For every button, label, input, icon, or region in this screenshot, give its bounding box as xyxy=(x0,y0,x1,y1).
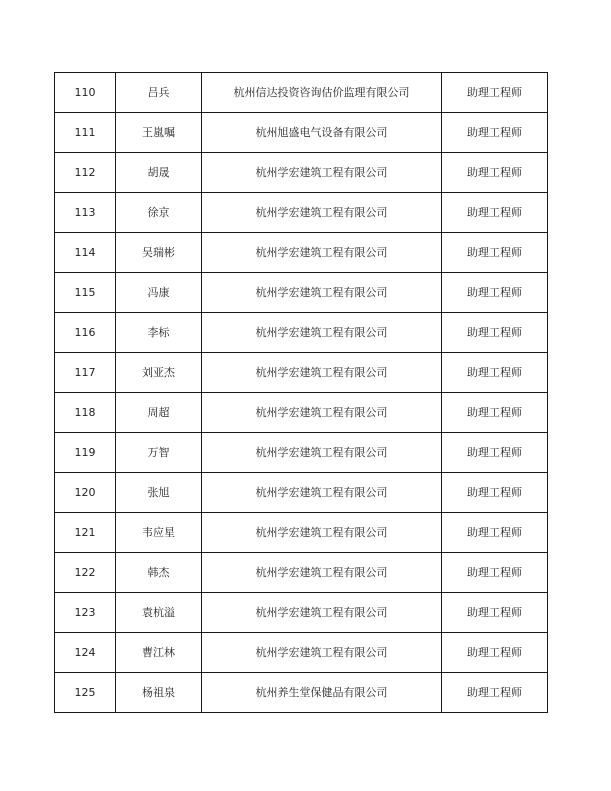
person-name-cell: 李标 xyxy=(116,313,202,353)
table-row xyxy=(55,273,548,313)
company-name-cell: 杭州学宏建筑工程有限公司 xyxy=(202,233,442,273)
table-row xyxy=(55,473,548,513)
person-name-cell: 杨祖泉 xyxy=(116,673,202,713)
company-name-cell: 杭州旭盛电气设备有限公司 xyxy=(202,113,442,153)
job-title-cell: 助理工程师 xyxy=(442,313,548,353)
job-title-cell: 助理工程师 xyxy=(442,73,548,113)
person-name-cell: 张旭 xyxy=(116,473,202,513)
company-name-cell: 杭州学宏建筑工程有限公司 xyxy=(202,273,442,313)
row-number-cell: 119 xyxy=(55,433,116,473)
person-name-cell: 冯康 xyxy=(116,273,202,313)
company-name-cell: 杭州学宏建筑工程有限公司 xyxy=(202,153,442,193)
company-name-cell: 杭州学宏建筑工程有限公司 xyxy=(202,313,442,353)
job-title-cell: 助理工程师 xyxy=(442,433,548,473)
company-name-cell: 杭州学宏建筑工程有限公司 xyxy=(202,593,442,633)
roster-table xyxy=(54,72,548,713)
table-row xyxy=(55,593,548,633)
company-name-cell: 杭州学宏建筑工程有限公司 xyxy=(202,433,442,473)
row-number-cell: 110 xyxy=(55,73,116,113)
job-title-cell: 助理工程师 xyxy=(442,513,548,553)
company-name-cell: 杭州学宏建筑工程有限公司 xyxy=(202,553,442,593)
row-number-cell: 114 xyxy=(55,233,116,273)
roster-table-body xyxy=(55,73,548,713)
job-title-cell: 助理工程师 xyxy=(442,393,548,433)
job-title-cell: 助理工程师 xyxy=(442,353,548,393)
company-name-cell: 杭州信达投资咨询估价监理有限公司 xyxy=(202,73,442,113)
table-row xyxy=(55,313,548,353)
person-name-cell: 胡晟 xyxy=(116,153,202,193)
person-name-cell: 韩杰 xyxy=(116,553,202,593)
row-number-cell: 125 xyxy=(55,673,116,713)
company-name-cell: 杭州学宏建筑工程有限公司 xyxy=(202,633,442,673)
row-number-cell: 117 xyxy=(55,353,116,393)
table-row xyxy=(55,393,548,433)
job-title-cell: 助理工程师 xyxy=(442,113,548,153)
person-name-cell: 万智 xyxy=(116,433,202,473)
table-row xyxy=(55,193,548,233)
person-name-cell: 吴瑞彬 xyxy=(116,233,202,273)
row-number-cell: 118 xyxy=(55,393,116,433)
company-name-cell: 杭州学宏建筑工程有限公司 xyxy=(202,513,442,553)
table-row xyxy=(55,633,548,673)
row-number-cell: 122 xyxy=(55,553,116,593)
job-title-cell: 助理工程师 xyxy=(442,473,548,513)
job-title-cell: 助理工程师 xyxy=(442,233,548,273)
table-row xyxy=(55,73,548,113)
row-number-cell: 121 xyxy=(55,513,116,553)
job-title-cell: 助理工程师 xyxy=(442,193,548,233)
table-row xyxy=(55,233,548,273)
table-row xyxy=(55,673,548,713)
row-number-cell: 116 xyxy=(55,313,116,353)
table-row xyxy=(55,113,548,153)
person-name-cell: 徐京 xyxy=(116,193,202,233)
row-number-cell: 124 xyxy=(55,633,116,673)
table-row xyxy=(55,153,548,193)
table-row xyxy=(55,433,548,473)
company-name-cell: 杭州养生堂保健品有限公司 xyxy=(202,673,442,713)
person-name-cell: 周超 xyxy=(116,393,202,433)
row-number-cell: 115 xyxy=(55,273,116,313)
person-name-cell: 韦应星 xyxy=(116,513,202,553)
person-name-cell: 曹江林 xyxy=(116,633,202,673)
person-name-cell: 王嵐嘱 xyxy=(116,113,202,153)
job-title-cell: 助理工程师 xyxy=(442,633,548,673)
row-number-cell: 112 xyxy=(55,153,116,193)
job-title-cell: 助理工程师 xyxy=(442,273,548,313)
company-name-cell: 杭州学宏建筑工程有限公司 xyxy=(202,353,442,393)
company-name-cell: 杭州学宏建筑工程有限公司 xyxy=(202,193,442,233)
company-name-cell: 杭州学宏建筑工程有限公司 xyxy=(202,473,442,513)
person-name-cell: 刘亚杰 xyxy=(116,353,202,393)
table-row xyxy=(55,513,548,553)
company-name-cell: 杭州学宏建筑工程有限公司 xyxy=(202,393,442,433)
person-name-cell: 袁杭溢 xyxy=(116,593,202,633)
row-number-cell: 113 xyxy=(55,193,116,233)
job-title-cell: 助理工程师 xyxy=(442,153,548,193)
table-row xyxy=(55,353,548,393)
row-number-cell: 111 xyxy=(55,113,116,153)
row-number-cell: 123 xyxy=(55,593,116,633)
row-number-cell: 120 xyxy=(55,473,116,513)
table-row xyxy=(55,553,548,593)
job-title-cell: 助理工程师 xyxy=(442,673,548,713)
job-title-cell: 助理工程师 xyxy=(442,553,548,593)
job-title-cell: 助理工程师 xyxy=(442,593,548,633)
person-name-cell: 吕兵 xyxy=(116,73,202,113)
